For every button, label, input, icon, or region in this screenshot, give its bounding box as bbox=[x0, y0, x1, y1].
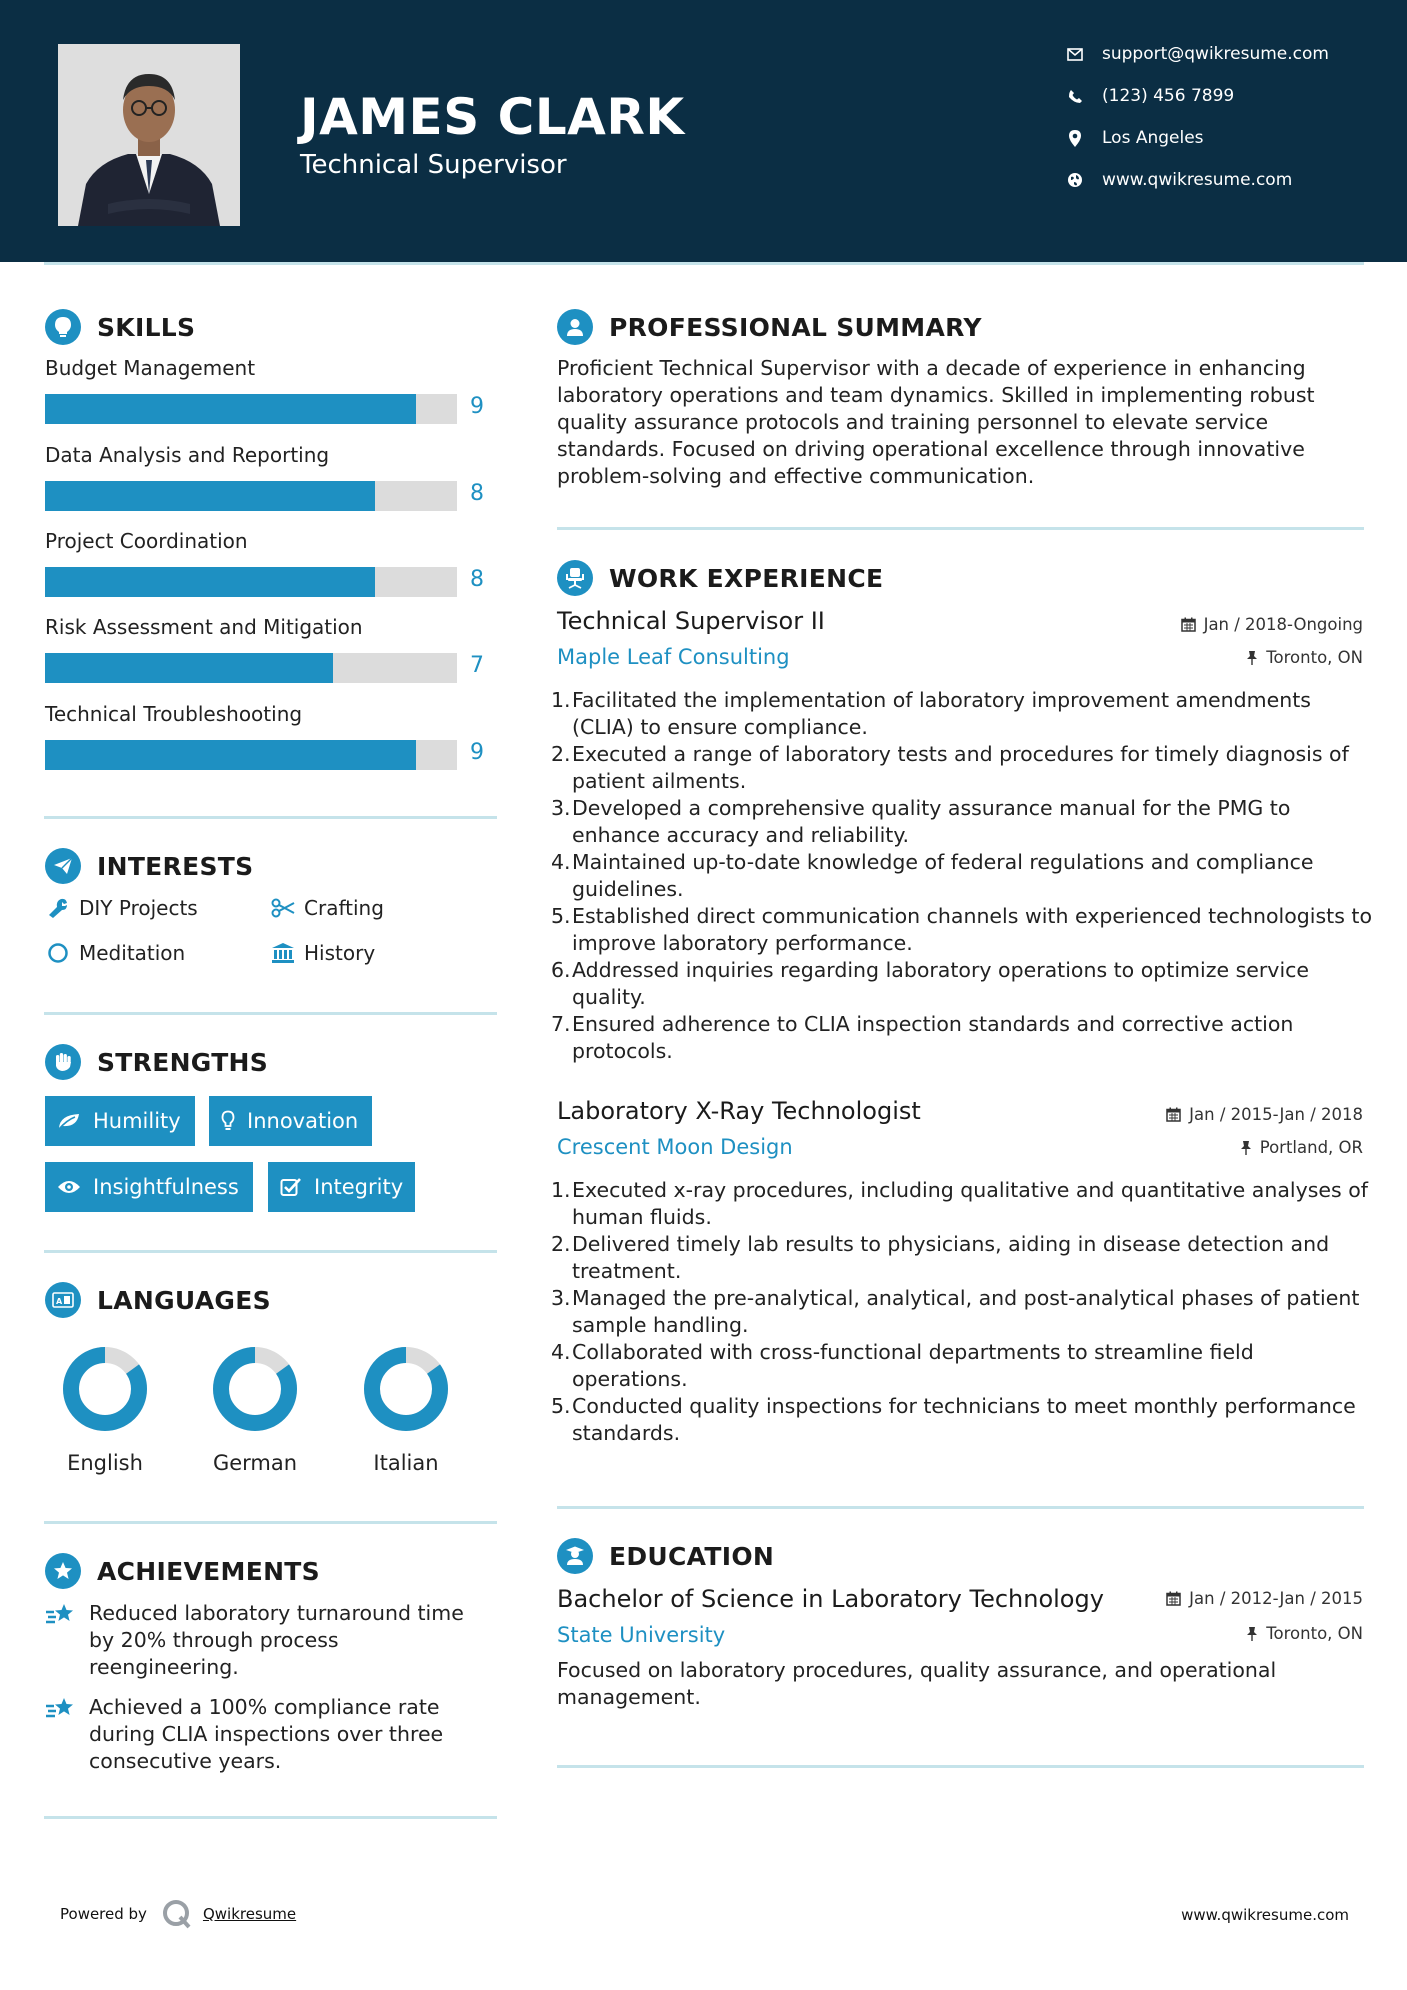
footer-url[interactable]: www.qwikresume.com bbox=[1181, 1906, 1349, 1924]
check-square-icon bbox=[280, 1177, 302, 1197]
language-item bbox=[45, 1345, 165, 1475]
achievements-heading bbox=[45, 1553, 320, 1589]
thumbtack-icon bbox=[1246, 650, 1258, 666]
graduate-icon bbox=[557, 1538, 593, 1574]
language-ring bbox=[195, 1345, 315, 1435]
interest-item bbox=[45, 896, 198, 920]
duty-text: Addressed inquiries regarding laboratory operations to optimize service quality. bbox=[572, 958, 1310, 1009]
section-divider bbox=[44, 1521, 497, 1524]
skill-value: 7 bbox=[470, 653, 484, 678]
header-divider bbox=[44, 262, 1364, 265]
language-item bbox=[195, 1345, 315, 1475]
education-description: Focused on laboratory procedures, quality assurance, and operational management. bbox=[557, 1658, 1277, 1709]
education-title: EDUCATION bbox=[609, 1541, 775, 1571]
contact-location bbox=[1064, 128, 1204, 148]
education-location-text: Toronto, ON bbox=[1266, 1624, 1363, 1643]
phone-icon bbox=[1064, 89, 1086, 104]
skill-bar bbox=[45, 481, 457, 511]
skills-heading bbox=[45, 309, 195, 345]
achievement-text: Reduced laboratory turnaround time by 20% through process reengineering. bbox=[89, 1601, 464, 1679]
qwikresume-logo-icon bbox=[161, 1898, 193, 1930]
contact-location-text: Los Angeles bbox=[1102, 128, 1204, 148]
languages-title: LANGUAGES bbox=[97, 1285, 271, 1315]
user-icon bbox=[557, 309, 593, 345]
skill-value: 9 bbox=[470, 394, 484, 419]
contact-website-text: www.qwikresume.com bbox=[1102, 170, 1293, 190]
section-divider bbox=[44, 1816, 497, 1819]
strengths-title: STRENGTHS bbox=[97, 1047, 269, 1077]
calendar-icon bbox=[1166, 1107, 1181, 1122]
calendar-icon bbox=[1181, 617, 1196, 632]
circle-icon bbox=[45, 942, 71, 964]
globe-icon bbox=[1064, 172, 1086, 188]
education-date bbox=[1166, 1589, 1363, 1608]
strength-label: Insightfulness bbox=[93, 1175, 239, 1199]
candidate-name: JAMES CLARK bbox=[300, 88, 685, 146]
skill-name: Project Coordination bbox=[45, 529, 248, 553]
skill-bar-fill bbox=[45, 740, 416, 770]
scissors-icon bbox=[270, 898, 296, 918]
duty-text: Conducted quality inspections for technicians to meet monthly performance standards. bbox=[572, 1394, 1356, 1445]
duty-text: Developed a comprehensive quality assurance manual for the PMG to enhance accuracy and reliability. bbox=[572, 796, 1291, 847]
skill-bar bbox=[45, 394, 457, 424]
skill-bar bbox=[45, 567, 457, 597]
strength-tag bbox=[45, 1162, 253, 1212]
strength-label: Integrity bbox=[314, 1175, 404, 1199]
language-label: German bbox=[212, 1451, 298, 1475]
shooting-star-icon bbox=[45, 1694, 79, 1775]
job-date bbox=[1166, 1105, 1363, 1124]
duty-item: 7. Ensured adherence to CLIA inspection standards and corrective action protocols. bbox=[557, 1011, 1372, 1065]
education-date-text: Jan / 2012-Jan / 2015 bbox=[1189, 1589, 1363, 1608]
contact-phone-text: (123) 456 7899 bbox=[1102, 86, 1235, 106]
interest-item bbox=[45, 941, 185, 965]
skill-value: 9 bbox=[470, 740, 484, 765]
section-divider bbox=[557, 527, 1364, 530]
achievements-title: ACHIEVEMENTS bbox=[97, 1556, 320, 1586]
job-date-text: Jan / 2018-Ongoing bbox=[1203, 615, 1363, 634]
job-location-text: Toronto, ON bbox=[1266, 648, 1363, 667]
duty-item: 2. Delivered timely lab results to physicians, aiding in disease detection and treatment. bbox=[557, 1231, 1372, 1285]
skill-name: Risk Assessment and Mitigation bbox=[45, 615, 363, 639]
paper-plane-icon bbox=[45, 848, 81, 884]
skill-bar-fill bbox=[45, 567, 375, 597]
language-label: English bbox=[67, 1451, 143, 1475]
strength-label: Humility bbox=[93, 1109, 181, 1133]
duty-text: Collaborated with cross-functional departments to streamline field operations. bbox=[572, 1340, 1254, 1391]
contact-email-text: support@qwikresume.com bbox=[1102, 44, 1329, 64]
skill-name: Budget Management bbox=[45, 356, 256, 380]
interest-item bbox=[270, 941, 375, 965]
strength-tag bbox=[45, 1096, 195, 1146]
job-title: Technical Supervisor II bbox=[557, 607, 825, 635]
contact-email[interactable] bbox=[1064, 44, 1329, 64]
duty-text: Managed the pre-analytical, analytical, and post-analytical phases of patient sample handling. bbox=[572, 1286, 1360, 1337]
achievement-item bbox=[45, 1694, 485, 1775]
duty-text: Facilitated the implementation of laboratory improvement amendments (CLIA) to ensure compliance. bbox=[572, 688, 1311, 739]
job-title: Laboratory X-Ray Technologist bbox=[557, 1097, 921, 1125]
education-location bbox=[1246, 1624, 1363, 1643]
duty-text: Executed x-ray procedures, including qualitative and quantitative analyses of human fluids. bbox=[572, 1178, 1368, 1229]
company-name: Maple Leaf Consulting bbox=[557, 645, 790, 669]
interests-heading bbox=[45, 848, 253, 884]
duty-list bbox=[551, 1177, 1372, 1447]
strengths-heading bbox=[45, 1044, 268, 1080]
language-icon bbox=[45, 1282, 81, 1318]
duty-item: 5. Conducted quality inspections for technicians to meet monthly performance standards. bbox=[557, 1393, 1372, 1447]
eye-icon bbox=[57, 1179, 81, 1195]
duty-item: 1. Executed x-ray procedures, including qualitative and quantitative analyses of human fluids. bbox=[557, 1177, 1372, 1231]
interest-label: Meditation bbox=[79, 941, 186, 965]
language-label: Italian bbox=[373, 1451, 439, 1475]
achievement-item bbox=[45, 1600, 485, 1681]
experience-title: WORK EXPERIENCE bbox=[609, 563, 884, 593]
duty-item: 6. Addressed inquiries regarding laboratory operations to optimize service quality. bbox=[557, 957, 1372, 1011]
skill-value: 8 bbox=[470, 481, 484, 506]
interest-label: Crafting bbox=[304, 896, 384, 920]
section-divider bbox=[557, 1765, 1364, 1768]
summary-text: Proficient Technical Supervisor with a decade of experience in enhancing laboratory operations and team dynamics. Skilled in implementing robust quality assurance protocols and training personnel to elevate service standards. Focused on driving operational excellence through innovative problem-solving and effective communication. bbox=[557, 356, 1315, 488]
candidate-title: Technical Supervisor bbox=[300, 150, 567, 180]
duty-item: 1. Facilitated the implementation of laboratory improvement amendments (CLIA) to ensure compliance. bbox=[557, 687, 1372, 741]
job-location bbox=[1246, 648, 1363, 667]
interest-label: History bbox=[304, 941, 376, 965]
duty-text: Executed a range of laboratory tests and procedures for timely diagnosis of patient ailments. bbox=[572, 742, 1349, 793]
section-divider bbox=[44, 1012, 497, 1015]
interests-title: INTERESTS bbox=[97, 851, 254, 881]
duty-item: 4. Maintained up-to-date knowledge of federal regulations and compliance guidelines. bbox=[557, 849, 1372, 903]
thumbtack-icon bbox=[1246, 1626, 1258, 1642]
job-date bbox=[1181, 615, 1363, 634]
fist-icon bbox=[45, 1044, 81, 1080]
skill-name: Data Analysis and Reporting bbox=[45, 443, 330, 467]
skill-bar bbox=[45, 740, 457, 770]
powered-by-text: Powered by bbox=[60, 1905, 147, 1923]
brand-link[interactable]: Qwikresume bbox=[202, 1905, 297, 1923]
lightbulb-icon bbox=[45, 309, 81, 345]
duty-item: 4. Collaborated with cross-functional departments to streamline field operations. bbox=[557, 1339, 1372, 1393]
job-date-text: Jan / 2015-Jan / 2018 bbox=[1189, 1105, 1363, 1124]
profile-photo bbox=[58, 44, 240, 226]
section-divider bbox=[557, 1506, 1364, 1509]
shooting-star-icon bbox=[45, 1600, 79, 1681]
school-name: State University bbox=[557, 1623, 726, 1647]
calendar-icon bbox=[1166, 1591, 1181, 1606]
thumbtack-icon bbox=[1240, 1140, 1252, 1156]
languages-heading bbox=[45, 1282, 271, 1318]
achievement-text: Achieved a 100% compliance rate during CLIA inspections over three consecutive years. bbox=[89, 1695, 444, 1773]
skill-bar bbox=[45, 653, 457, 683]
skill-value: 8 bbox=[470, 567, 484, 592]
education-heading bbox=[557, 1538, 774, 1574]
star-icon bbox=[45, 1553, 81, 1589]
duty-text: Maintained up-to-date knowledge of federal regulations and compliance guidelines. bbox=[572, 850, 1314, 901]
interest-item bbox=[270, 896, 384, 920]
duty-item: 3. Managed the pre-analytical, analytical, and post-analytical phases of patient sample handling. bbox=[557, 1285, 1372, 1339]
svg-text:A: A bbox=[56, 1297, 63, 1306]
duty-text: Established direct communication channels with experienced technologists to improve laboratory performance. bbox=[572, 904, 1372, 955]
strength-tag bbox=[268, 1162, 415, 1212]
contact-phone[interactable] bbox=[1064, 86, 1234, 106]
map-pin-icon bbox=[1064, 130, 1086, 147]
summary-heading bbox=[557, 309, 982, 345]
language-ring bbox=[45, 1345, 165, 1435]
strength-tag bbox=[209, 1096, 372, 1146]
language-item bbox=[346, 1345, 466, 1475]
skill-bar-fill bbox=[45, 394, 416, 424]
duty-item: 5. Established direct communication channels with experienced technologists to improve laboratory performance. bbox=[551, 904, 1372, 955]
skill-bar-fill bbox=[45, 653, 333, 683]
contact-website[interactable] bbox=[1064, 170, 1292, 190]
lightbulb-icon bbox=[221, 1110, 235, 1132]
duty-item: 2. Executed a range of laboratory tests and procedures for timely diagnosis of patient ailments. bbox=[557, 741, 1372, 795]
envelope-icon bbox=[1064, 48, 1086, 61]
skills-title: SKILLS bbox=[97, 312, 196, 342]
duty-item: 3. Developed a comprehensive quality assurance manual for the PMG to enhance accuracy and reliability. bbox=[557, 795, 1372, 849]
duty-text: Ensured adherence to CLIA inspection standards and corrective action protocols. bbox=[572, 1012, 1294, 1063]
resume-header bbox=[0, 0, 1407, 262]
museum-icon bbox=[270, 942, 296, 964]
skill-bar-fill bbox=[45, 481, 375, 511]
leaf-icon bbox=[57, 1112, 81, 1130]
wrench-icon bbox=[45, 897, 71, 919]
degree-title: Bachelor of Science in Laboratory Technology bbox=[557, 1585, 1104, 1613]
interest-label: DIY Projects bbox=[79, 896, 198, 920]
summary-title: PROFESSIONAL SUMMARY bbox=[609, 312, 982, 342]
job-location-text: Portland, OR bbox=[1259, 1138, 1363, 1157]
duty-list bbox=[551, 687, 1372, 1065]
language-ring bbox=[346, 1345, 466, 1435]
section-divider bbox=[44, 1250, 497, 1253]
skill-name: Technical Troubleshooting bbox=[45, 702, 303, 726]
strength-label: Innovation bbox=[247, 1109, 359, 1133]
duty-text: Delivered timely lab results to physicians, aiding in disease detection and treatment. bbox=[572, 1232, 1330, 1283]
section-divider bbox=[44, 816, 497, 819]
experience-heading bbox=[557, 560, 883, 596]
company-name: Crescent Moon Design bbox=[557, 1135, 793, 1159]
job-location bbox=[1240, 1138, 1363, 1157]
footer-powered-by bbox=[60, 1898, 296, 1930]
office-chair-icon bbox=[557, 560, 593, 596]
